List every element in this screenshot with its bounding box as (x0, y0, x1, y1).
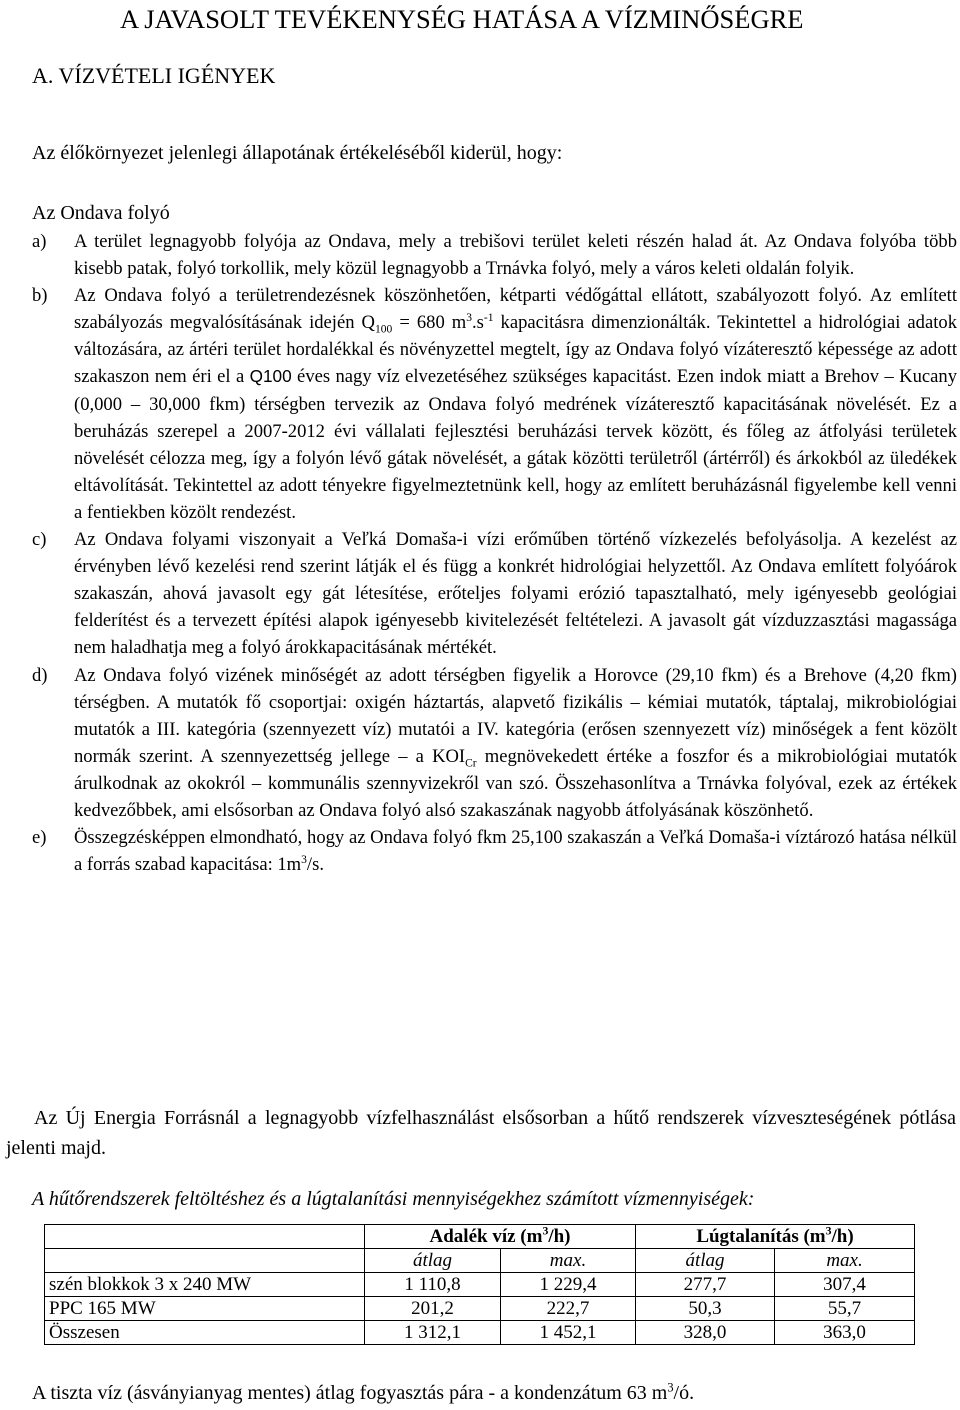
table-cell: 328,0 (636, 1321, 775, 1345)
item-b-text-part: .s (472, 312, 484, 334)
item-d-text-part: megnövekedett értéke a foszfor és a mikrobiológiai mutatók árulkodnak az okokról – kommunális szennyvizekről van szó. Összehasonlítva a Trnávka folyóval, ezek az értékek kedvezőbbek, ami elsősorban az Ondava folyó alsó szakaszának nagyobb átfolyásának köszönhető. (74, 745, 957, 821)
table-cell: 222,7 (501, 1297, 636, 1321)
table-row (45, 1321, 915, 1345)
table-row (45, 1273, 915, 1297)
document-title: A JAVASOLT TEVÉKENYSÉG HATÁSA A VÍZMINŐSÉGRE (120, 4, 804, 34)
item-label-b: b) (32, 285, 48, 307)
item-text-e (74, 824, 957, 878)
table-caption: A hűtőrendszerek feltöltéshez és a lúgtalanítási mennyiségekhez számított vízmennyiségek: (32, 1188, 755, 1210)
table-subheader-cell: átlag (636, 1249, 775, 1273)
section-heading: A. VÍZVÉTELI IGÉNYEK (32, 63, 276, 88)
table-header-empty (45, 1225, 365, 1249)
item-b-superscript: 3 (466, 312, 473, 325)
table-subheader-cell: átlag (365, 1249, 501, 1273)
paragraph-energy-source: Az Új Energia Forrásnál a legnagyobb vízfelhasználást elsősorban a hűtő rendszerek vízveszteségének pótlása jelenti majd. (6, 1107, 956, 1159)
footer-superscript: 3 (667, 1380, 674, 1395)
table-cell: 1 229,4 (501, 1273, 636, 1297)
item-b-subscript: 100 (374, 324, 393, 336)
item-label-d: d) (32, 664, 48, 686)
table-cell: 1 312,1 (365, 1321, 501, 1345)
table-subheader-row (45, 1249, 915, 1273)
footer-note (32, 1380, 694, 1406)
table-row-label: Összesen (45, 1321, 365, 1345)
table-subheader-empty (45, 1249, 365, 1273)
item-b-text-part: = 680 m (392, 312, 467, 334)
item-text-d (74, 662, 957, 825)
table-header-blowdown (636, 1225, 915, 1249)
item-d-subscript: Cr (465, 757, 477, 770)
header-text: Lúgtalanítás (m (696, 1226, 826, 1247)
table-row-label: PPC 165 MW (45, 1297, 365, 1321)
table-cell: 307,4 (775, 1273, 915, 1297)
table-header-row (45, 1225, 915, 1249)
subheading-ondava: Az Ondava folyó (32, 202, 170, 224)
item-text-b (74, 282, 957, 526)
table-cell: 363,0 (775, 1321, 915, 1345)
list-item-e (32, 824, 960, 878)
intro-line: Az élőkörnyezet jelenlegi állapotának értékeléséből kiderül, hogy: (32, 142, 563, 164)
item-e-text-part: Összegzésképpen elmondható, hogy az Ondava folyó fkm 25,100 szakaszán a Veľká Domaša-i víztározó hatása nélkül a forrás szabad kapacitása: 1m (74, 827, 957, 876)
table-cell: 1 452,1 (501, 1321, 636, 1345)
table-cell: 1 110,8 (365, 1273, 501, 1297)
item-text-c: Az Ondava folyami viszonyait a Veľká Domaša-i vízi erőműben történő vízkezelés befolyásolja. A kezelést az érvényben lévő kezelési rend szerint látják el és függ a konkrét hidrológiai helyzettől. Az Ondava említett folyóárok szakaszán, ahová javasolt egy gát létesítése, erőteljes folyami erózió tapasztalható, mely igényesebb geológiai felderítést és a tervezett építési alapok igényesebb kivitelezését feltételezi. A javasolt gát vízduzzasztási magassága nem haladhatja meg a folyó árokkapacitásának mértékét. (74, 529, 957, 659)
item-label-c: c) (32, 529, 47, 551)
table-row (45, 1297, 915, 1321)
item-e-superscript: 3 (301, 853, 307, 866)
list-item-a (32, 228, 960, 282)
item-d-text-part: Az Ondava folyó vizének minőségét az adott térségben figyelik a Horovce (29,10 fkm) és a Brehove (4,20 fkm) térségben. A mutatók fő csoportjai: oxigén háztartás, alapvető fizikális – kémiai mutatók, táptalaj, mikrobiológiai mutatók a III. kategória (szennyezett víz) mutatói a IV. kategória (erősen szennyezett víz) minőségek a fent közölt normák szerint. A szennyezettség jellege – a KOI (74, 664, 957, 767)
table-subheader-cell: max. (775, 1249, 915, 1273)
table-subheader-cell: max. (501, 1249, 636, 1273)
table-cell: 50,3 (636, 1297, 775, 1321)
header-superscript: 3 (825, 1224, 832, 1238)
item-label-a: a) (32, 231, 47, 252)
item-b-superscript: -1 (483, 312, 494, 325)
item-e-text-part: /s. (306, 854, 324, 876)
item-list (32, 228, 960, 878)
item-b-text-part: kapacitásra dimenzionálták. Tekintettel a hidrológiai adatok változására, az ártéri terület hordalékkal és növényzettel megtelt, így az Ondava folyó vízáteresztő képessége az adott szakaszon nem éri el a (74, 312, 957, 388)
list-item-b (32, 282, 960, 526)
item-label-e: e) (32, 827, 47, 849)
list-item-c (32, 526, 960, 661)
footer-text: A tiszta víz (ásványianyag mentes) átlag fogyasztás pára - a kondenzátum 63 m (32, 1382, 668, 1404)
item-b-q100: Q100 (249, 366, 292, 387)
table-header-additive-water (365, 1225, 636, 1249)
list-item-d (32, 662, 960, 825)
table-cell: 55,7 (775, 1297, 915, 1321)
footer-text: /ó. (673, 1382, 695, 1404)
item-text-a: A terület legnagyobb folyója az Ondava, mely a trebišovi terület keleti részén halad át. Az Ondava folyóba több kisebb patak, folyó torkollik, mely közül legnagyobb a Trnávka folyó, mely a város keleti oldalán folyik. (74, 231, 957, 280)
header-text: /h) (831, 1226, 854, 1247)
water-quantity-table (44, 1224, 915, 1345)
item-b-text-part: Az Ondava folyó a területrendezésnek köszönhetően, kétparti védőgáttal ellátott, szabályozott folyó. Az említett szabályozás megvalósításának idején Q (74, 285, 957, 334)
table-cell: 277,7 (636, 1273, 775, 1297)
header-text: /h) (548, 1226, 571, 1247)
table-cell: 201,2 (365, 1297, 501, 1321)
header-text: Adalék víz (m (429, 1226, 543, 1247)
header-superscript: 3 (542, 1224, 549, 1238)
item-b-text-part: éves nagy víz elvezetéséhez szükséges kapacitást. Ezen indok miatt a Brehov – Kucany (0,000 – 30,000 fkm) térségben tervezik az Ondava folyó medrének vízáteresztő kapacitásának növelését. Ez a beruházás szerepel a 2007-2012 évi vállalati fejlesztési beruházási tervek között, és főleg az átfolyási területek növelését célozza meg, így a folyón lévő gátak növelését, a gátak közötti területről (ártérről) és árkokból az üledékek eltávolítását. Tekintettel az adott tényekre figyelmeztetnünk kell, hogy az említett beruházásnál figyelembe kell venni a fentiekben közölt rendezést. (74, 366, 957, 523)
table-row-label: szén blokkok 3 x 240 MW (45, 1273, 365, 1297)
